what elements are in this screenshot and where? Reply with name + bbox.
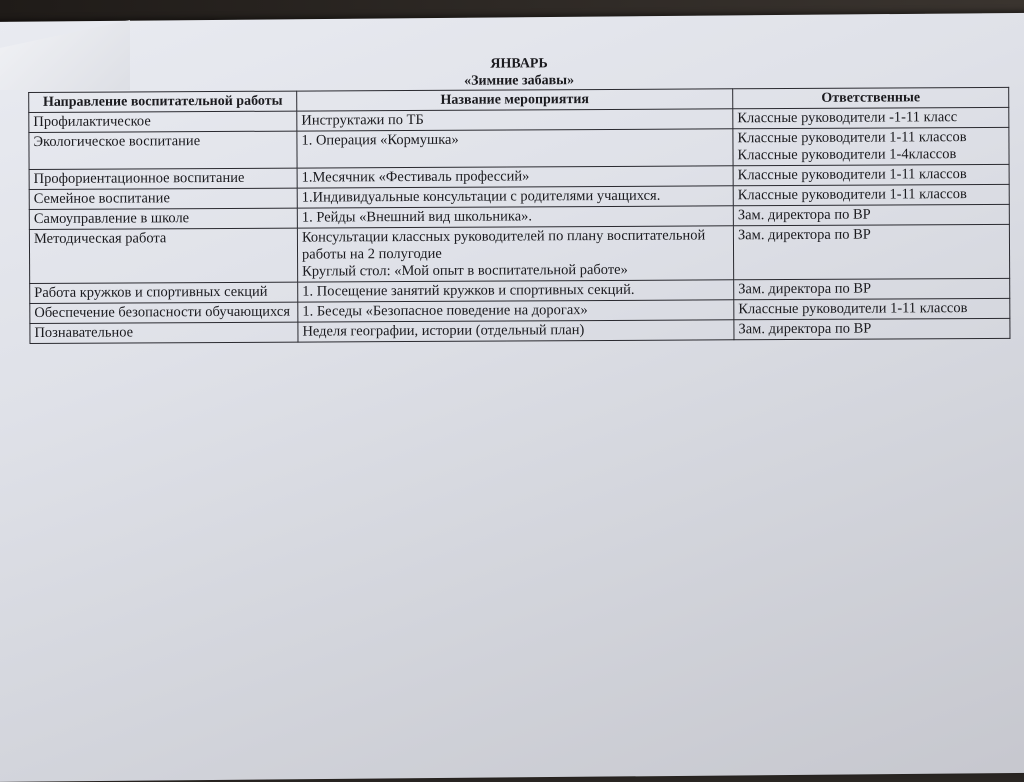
table-row <box>29 224 1009 283</box>
event-cell: Консультации классных руководителей по плану воспитательной работы на 2 полугодие Круглый стол: «Мой опыт в воспитательной работе» <box>297 226 733 282</box>
month-title: ЯНВАРЬ <box>490 56 548 72</box>
direction-cell: Экологическое воспитание <box>29 131 297 169</box>
column-header-responsible: Ответственные <box>733 87 1009 108</box>
direction-cell: Методическая работа <box>29 228 297 283</box>
event-cell: 1. Посещение занятий кружков и спортивных секций. <box>298 280 734 302</box>
event-cell: 1.Месячник «Фестиваль профессий» <box>297 166 733 188</box>
responsible-cell: Зам. директора по ВР <box>733 204 1009 225</box>
responsible-cell: Зам. директора по ВР <box>734 278 1010 299</box>
responsible-cell: Классные руководители -1-11 класс <box>733 107 1009 128</box>
theme-title: «Зимние забавы» <box>464 73 575 89</box>
direction-cell: Самоуправление в школе <box>29 208 297 229</box>
document <box>28 53 1011 344</box>
column-header-event: Название мероприятия <box>297 89 733 111</box>
direction-cell: Работа кружков и спортивных секций <box>30 282 298 303</box>
responsible-cell: Классные руководители 1-11 классов <box>733 184 1009 205</box>
responsible-cell: Классные руководители 1-11 классов <box>733 164 1009 185</box>
event-cell: 1.Индивидуальные консультации с родителями учащихся. <box>297 186 733 208</box>
responsible-cell: Зам. директора по ВР <box>734 318 1010 339</box>
event-cell: Неделя географии, истории (отдельный план) <box>298 320 734 342</box>
column-header-direction: Направление воспитательной работы <box>29 91 297 112</box>
direction-cell: Семейное воспитание <box>29 188 297 209</box>
responsible-cell: Зам. директора по ВР <box>733 224 1009 279</box>
responsible-cell: Классные руководители 1-11 классов <box>734 298 1010 319</box>
event-cell: 1. Операция «Кормушка» <box>297 129 733 168</box>
plan-table <box>28 87 1010 344</box>
event-cell: Инструктажи по ТБ <box>297 109 733 131</box>
direction-cell: Профилактическое <box>29 111 297 132</box>
direction-cell: Познавательное <box>30 322 298 343</box>
direction-cell: Обеспечение безопасности обучающихся <box>30 302 298 323</box>
direction-cell: Профориентационное воспитание <box>29 168 297 189</box>
table-row <box>29 127 1009 169</box>
event-cell: 1. Рейды «Внешний вид школьника». <box>297 206 733 228</box>
event-cell: 1. Беседы «Безопасное поведение на дорогах» <box>298 300 734 322</box>
responsible-cell: Классные руководители 1-11 классов Классные руководители 1-4классов <box>733 127 1009 165</box>
